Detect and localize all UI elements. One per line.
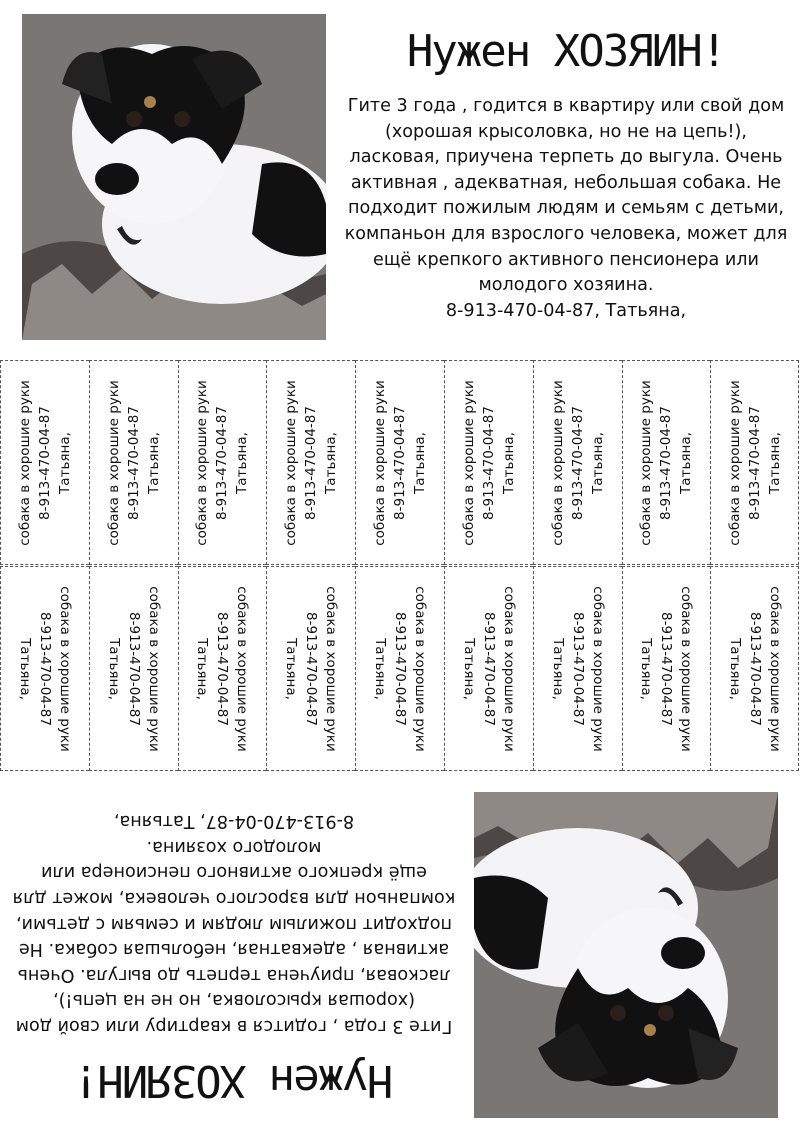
tab-line-1: собака в хорошие руки xyxy=(234,585,251,752)
tear-off-tab[interactable] xyxy=(0,566,89,771)
flyer-top xyxy=(0,0,800,360)
tab-phone: 8-913-470-04-87 xyxy=(125,405,142,520)
tab-phone: 8-913-470-04-87 xyxy=(569,611,586,726)
tab-line-1: собака в хорошие руки xyxy=(589,585,606,752)
tear-off-tab[interactable] xyxy=(355,566,444,771)
tab-phone: 8-913-470-04-87 xyxy=(125,611,142,726)
tab-name: Татьяна, xyxy=(234,431,251,494)
tear-off-tab[interactable] xyxy=(178,360,267,565)
tab-name: Татьяна, xyxy=(412,431,429,494)
tab-name: Татьяна, xyxy=(460,637,477,700)
tear-off-tab[interactable] xyxy=(444,360,533,565)
tab-line-1: собака в хорошие руки xyxy=(372,379,389,546)
tab-name: Татьяна, xyxy=(145,431,162,494)
tab-line-1: собака в хорошие руки xyxy=(678,585,695,752)
tear-off-tab[interactable] xyxy=(89,360,178,565)
tear-off-tabs-lower xyxy=(0,566,800,771)
tab-phone: 8-913-470-04-87 xyxy=(658,611,675,726)
tab-name: Татьяна, xyxy=(56,431,73,494)
tab-line-1: собака в хорошие руки xyxy=(460,379,477,546)
dog-photo-icon xyxy=(22,14,326,340)
tear-off-tab[interactable] xyxy=(89,566,178,771)
tear-off-tab[interactable] xyxy=(444,566,533,771)
tear-off-tab[interactable] xyxy=(710,360,799,565)
tab-line-1: собака в хорошие руки xyxy=(412,585,429,752)
tab-phone: 8-913-470-04-87 xyxy=(658,405,675,520)
tab-name: Татьяна, xyxy=(16,637,33,700)
tab-name: Татьяна, xyxy=(372,637,389,700)
contact-line: 8-913-470-04-87, Татьяна, xyxy=(113,811,355,832)
tab-line-1: собака в хорошие руки xyxy=(549,379,566,546)
page-title: Нужен ХОЗЯИН! xyxy=(406,26,726,77)
tab-phone: 8-913-470-04-87 xyxy=(480,611,497,726)
tear-off-tab[interactable] xyxy=(178,566,267,771)
tab-line-1: собака в хорошие руки xyxy=(145,585,162,752)
tab-phone: 8-913-470-04-87 xyxy=(214,611,231,726)
tab-line-1: собака в хорошие руки xyxy=(56,585,73,752)
tear-off-tab[interactable] xyxy=(533,566,622,771)
tab-phone: 8-913-470-04-87 xyxy=(746,611,763,726)
tear-off-tab[interactable] xyxy=(0,360,89,565)
tab-line-1: собака в хорошие руки xyxy=(283,379,300,546)
tab-name: Татьяна, xyxy=(500,431,517,494)
tab-name: Татьяна, xyxy=(766,431,783,494)
tab-line-1: собака в хорошие руки xyxy=(105,379,122,546)
description xyxy=(340,94,792,324)
dog-photo-icon xyxy=(474,792,778,1118)
tab-phone: 8-913-470-04-87 xyxy=(214,405,231,520)
tab-phone: 8-913-470-04-87 xyxy=(392,405,409,520)
tab-phone: 8-913-470-04-87 xyxy=(36,611,53,726)
page-title-rotated: Нужен ХОЗЯИН! xyxy=(74,1055,394,1106)
description-text: Гите 3 года , годится в квартиру или свой дом (хорошая крысоловка, но не на цепь!), ласковая, приучена терпеть до выгула. Очень активная , адекватная, небольшая собака. Не подходит пожилым людям и семьям с детьми, компаньон для взрослого человека, может для ещё крепкого активного пенсионера или молодого хозяина. xyxy=(344,96,788,296)
contact-line: 8-913-470-04-87, Татьяна, xyxy=(445,300,687,321)
tab-phone: 8-913-470-04-87 xyxy=(303,611,320,726)
tab-name: Татьяна, xyxy=(589,431,606,494)
tear-off-tab[interactable] xyxy=(533,360,622,565)
tab-line-1: собака в хорошие руки xyxy=(766,585,783,752)
tab-name: Татьяна, xyxy=(323,431,340,494)
description-rotated xyxy=(8,808,460,1038)
tab-line-1: собака в хорошие руки xyxy=(16,379,33,546)
tear-off-tab[interactable] xyxy=(266,566,355,771)
tear-off-tab[interactable] xyxy=(710,566,799,771)
tab-line-1: собака в хорошие руки xyxy=(726,379,743,546)
tab-phone: 8-913-470-04-87 xyxy=(480,405,497,520)
tab-line-1: собака в хорошие руки xyxy=(638,379,655,546)
flyer-bottom-rotated xyxy=(0,772,800,1132)
tab-name: Татьяна, xyxy=(678,431,695,494)
tab-phone: 8-913-470-04-87 xyxy=(746,405,763,520)
tab-phone: 8-913-470-04-87 xyxy=(392,611,409,726)
tab-name: Татьяна, xyxy=(549,637,566,700)
tear-off-tab[interactable] xyxy=(622,360,711,565)
tab-phone: 8-913-470-04-87 xyxy=(303,405,320,520)
description-text: Гите 3 года , годится в квартиру или свой дом (хорошая крысоловка, но не на цепь!), ласковая, приучена терпеть до выгула. Очень активная , адекватная, небольшая собака. Не подходит пожилым людям и семьям с детьми, компаньон для взрослого человека, может для ещё крепкого активного пенсионера или молодого хозяина. xyxy=(12,836,456,1036)
tear-off-tabs-upper xyxy=(0,360,800,565)
tab-name: Татьяна, xyxy=(726,637,743,700)
tab-line-1: собака в хорошие руки xyxy=(194,379,211,546)
tab-name: Татьяна, xyxy=(638,637,655,700)
tab-phone: 8-913-470-04-87 xyxy=(569,405,586,520)
tab-phone: 8-913-470-04-87 xyxy=(36,405,53,520)
tear-off-tab[interactable] xyxy=(622,566,711,771)
tab-line-1: собака в хорошие руки xyxy=(500,585,517,752)
tear-off-tab[interactable] xyxy=(266,360,355,565)
tab-name: Татьяна, xyxy=(194,637,211,700)
tab-name: Татьяна, xyxy=(105,637,122,700)
tear-off-tab[interactable] xyxy=(355,360,444,565)
tab-line-1: собака в хорошие руки xyxy=(323,585,340,752)
tab-name: Татьяна, xyxy=(283,637,300,700)
